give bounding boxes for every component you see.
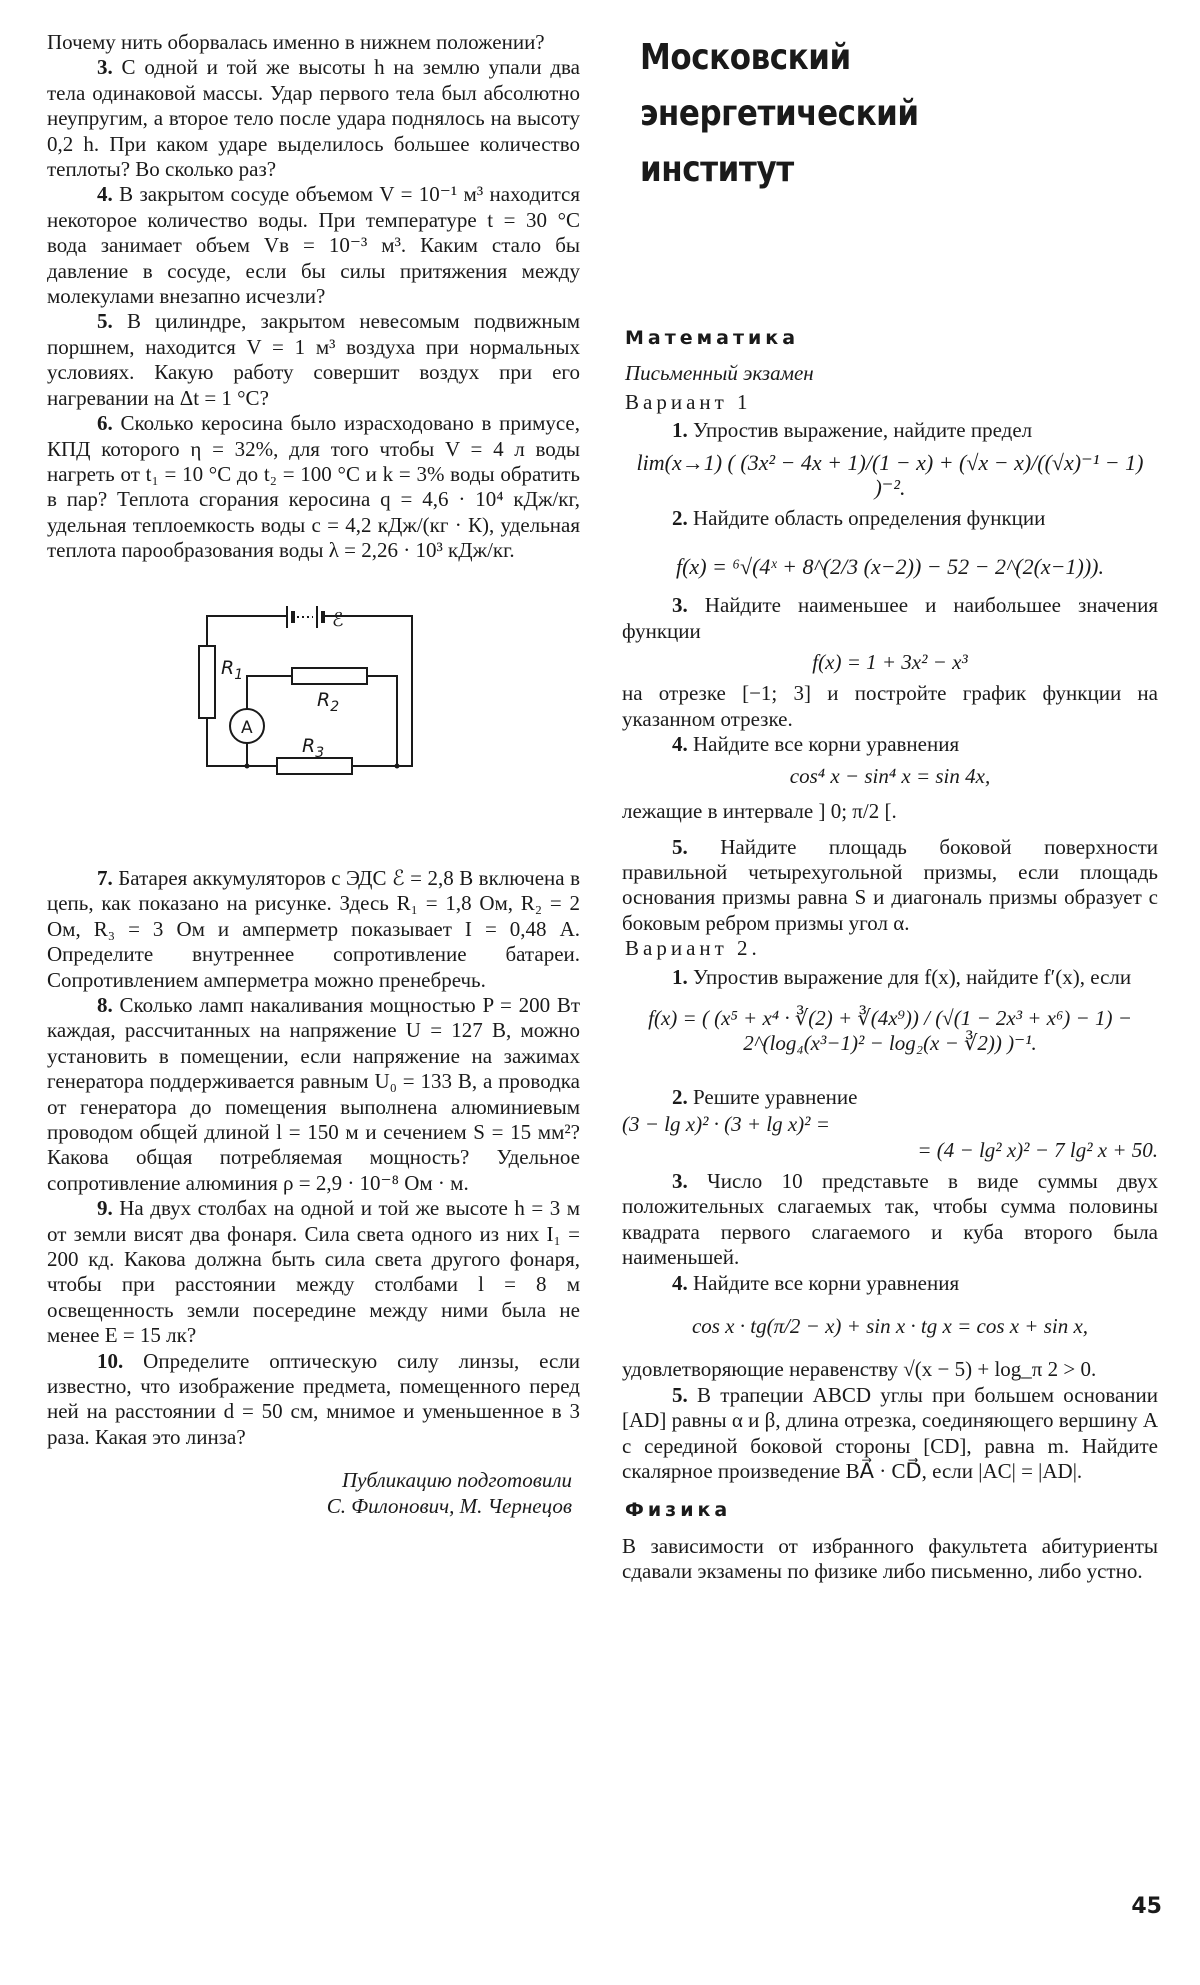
article-title: Московский энергетический институт	[640, 37, 919, 190]
resistor-r1	[199, 646, 215, 718]
v2-problem-5: 5. В трапеции ABCD углы при большем основании [AD] равны α и β, длина отрезка, соединяющего вершину A с серединой боковой стороны [CD], равна m. Найдите скалярное произведение BA⃗ · CD⃗, если |AC| = |AD|.	[622, 1382, 1158, 1484]
v1-formula-1: lim(x→1) ( (3x² − 4x + 1)/(1 − x) + (√x − x)/((√x)⁻¹ − 1) )⁻².	[636, 449, 1144, 501]
right-column	[622, 30, 1158, 1585]
problem-6: 6. Сколько керосина было израсходовано в примусе, КПД которого η = 32%, для того чтобы V = 4 л воды нагреть от t₁ = 10 °C до t₂ = 100 °C и k = 3% воды обратить в пар? Теплота сгорания керосина q = 4,6 · 10⁴ кДж/кг, удельная теплоемкость воды c = 4,2 кДж/(кг · К), удельная теплота парообразования воды λ = 2,26 · 10³ кДж/кг.	[47, 411, 581, 563]
exam-type: Письменный экзамен	[625, 361, 814, 386]
page-number: 45	[1131, 1894, 1162, 1919]
ammeter-label: A	[241, 717, 253, 738]
r2-label: $R_2$	[317, 688, 340, 715]
v1-problem-3: 3. Найдите наименьшее и наибольшее значения функции	[622, 593, 1158, 643]
circuit-diagram	[147, 606, 437, 796]
problem-3: 3. С одной и той же высоты h на землю упали два тела одинаковой массы. Удар первого тела был абсолютно неупругим, а второе тело после удара поднялось на высоту 0,2 h. При каком ударе выделилось большее количество теплоты? Во сколько раз?	[47, 55, 581, 182]
v1-problem-4: 4. Найдите все корни уравнения	[672, 732, 960, 757]
v2-problem-2: 2. Решите уравнение	[672, 1084, 858, 1109]
wire-ammeter-top	[247, 676, 292, 709]
problem-10: 10. Определите оптическую силу линзы, если известно, что изображение предмета, помещенного перед ней на расстоянии d = 50 см, мнимое и уменьшенное в 3 раза. Какая это линза?	[47, 1348, 580, 1449]
v2-formula-4: cos x · tg(π/2 − x) + sin x · tg x = cos x + sin x,	[691, 1314, 1089, 1338]
physics-text: В зависимости от избранного факультета абитуриенты сдавали экзамены по физике либо письменно, либо устно.	[622, 1533, 1158, 1584]
v2-formula-2b: = (4 − lg² x)² − 7 lg² x + 50.	[917, 1137, 1158, 1162]
wire-top-right	[323, 616, 412, 766]
problem-7: 7. Батарея аккумуляторов с ЭДС ℰ = 2,8 В включена в цепь, как показано на рисунке. Здесь R₁ = 1,8 Ом, R₂ = 2 Ом, R₃ = 3 Ом и амперметр показывает I = 0,48 А. Определите внутреннее сопротивление батареи. Сопротивлением амперметра можно пренебречь.	[47, 865, 581, 992]
r1-label: $R_1$	[221, 656, 244, 683]
v1-problem-5: 5. Найдите площадь боковой поверхности правильной четырехугольной призмы, если площадь основания призмы равна S и диагональ призмы образует с боковым ребром призмы угол α.	[622, 834, 1159, 935]
problem-5: 5. В цилиндре, закрытом невесомым подвижным поршнем, находится V = 1 м³ воздуха при нормальных условиях. Какую работу совершит воздух при его нагревании на Δt = 1 °C?	[47, 309, 580, 410]
v1-problem-2: 2. Найдите область определения функции	[672, 506, 1046, 531]
problem-9: 9. На двух столбах на одной и той же высоте h = 3 м от земли висят два фонаря. Сила света одного из них I₁ = 200 кд. Какова должна быть сила света другого фонаря, чтобы при расстоянии между столбами l = 8 м освещенность земли посередине между ними была не менее E = 15 лк?	[47, 1196, 580, 1348]
resistor-r2	[292, 668, 367, 684]
wire-r2-right	[367, 676, 397, 766]
v2-problem-3: 3. Число 10 представьте в виде суммы двух положительных слагаемых так, чтобы сумма половины квадрата первого слагаемого и куба второго была наименьшей.	[622, 1168, 1158, 1270]
v2-problem-4: 4. Найдите все корни уравнения	[672, 1270, 960, 1295]
v1-problem-1: 1. Упростив выражение, найдите предел	[672, 418, 1033, 443]
wire-top-left	[207, 616, 287, 646]
v2-problem-1: 1. Упростив выражение для f(x), найдите f′(x), если	[672, 964, 1132, 989]
emf-label: ℰ	[332, 608, 344, 631]
v1-formula-4: cos⁴ x − sin⁴ x = sin 4x,	[789, 763, 991, 788]
left-column	[47, 30, 580, 1519]
signature: Публикацию подготовили С. Филонович, М. Чернецов	[326, 1468, 572, 1518]
v1-formula-3: f(x) = 1 + 3x² − x³	[812, 650, 968, 675]
r3-label: $R_3$	[302, 734, 325, 761]
problem-8: 8. Сколько ламп накаливания мощностью P = 200 Вт каждая, рассчитанных на напряжение U = 127 В, можно установить в помещении, если напряжение на зажимах генератора поддерживается равным U₀ = 133 В, а проводка от генератора до помещения выполнена алюминиевым проводом общей длиной l = 150 м и сечением S = 15 мм²? Какова общая потребляемая мощность? Удельное сопротивление алюминия ρ = 2,9 · 10⁻⁸ Ом · м.	[47, 992, 581, 1195]
v1-problem-3-cont: на отрезке [−1; 3] и постройте график функции на указанном отрезке.	[622, 681, 1158, 731]
v1-problem-4-cont: лежащие в интервале ] 0; π/2 [.	[622, 799, 897, 824]
v2-formula-1: f(x) = ( (x⁵ + x⁴ · ∛(2) + ∛(4x⁹)) / (√(1 − 2x³ + x⁶) − 1) − 2^(log₄(x³−1)² − log₂(x − ∛2)) )⁻¹.	[648, 1005, 1132, 1056]
variant-1-heading: Вариант 1	[625, 389, 752, 414]
v1-formula-2: f(x) = ⁶√(4ˣ + 8^(2/3 (x−2)) − 52 − 2^(2(x−1))).	[675, 553, 1104, 579]
problem-4: 4. В закрытом сосуде объемом V = 10⁻¹ м³ находится некоторое количество воды. При температуре t = 30 °C вода занимает объем Vв = 10⁻³ м³. Каким стало бы давление в сосуде, если бы силы притяжения между молекулами внезапно исчезли?	[47, 182, 580, 309]
section-math-heading: Математика	[625, 327, 800, 349]
intro-text: Почему нить оборвалась именно в нижнем положении?	[47, 30, 545, 54]
section-physics-heading: Физика	[625, 1499, 732, 1522]
v2-formula-2a: (3 − lg x)² · (3 + lg x)² =	[622, 1112, 830, 1137]
v2-problem-4-cont: удовлетворяющие неравенству √(x − 5) + log_π 2 > 0.	[622, 1357, 1097, 1382]
variant-2-heading: Вариант 2.	[625, 936, 761, 961]
